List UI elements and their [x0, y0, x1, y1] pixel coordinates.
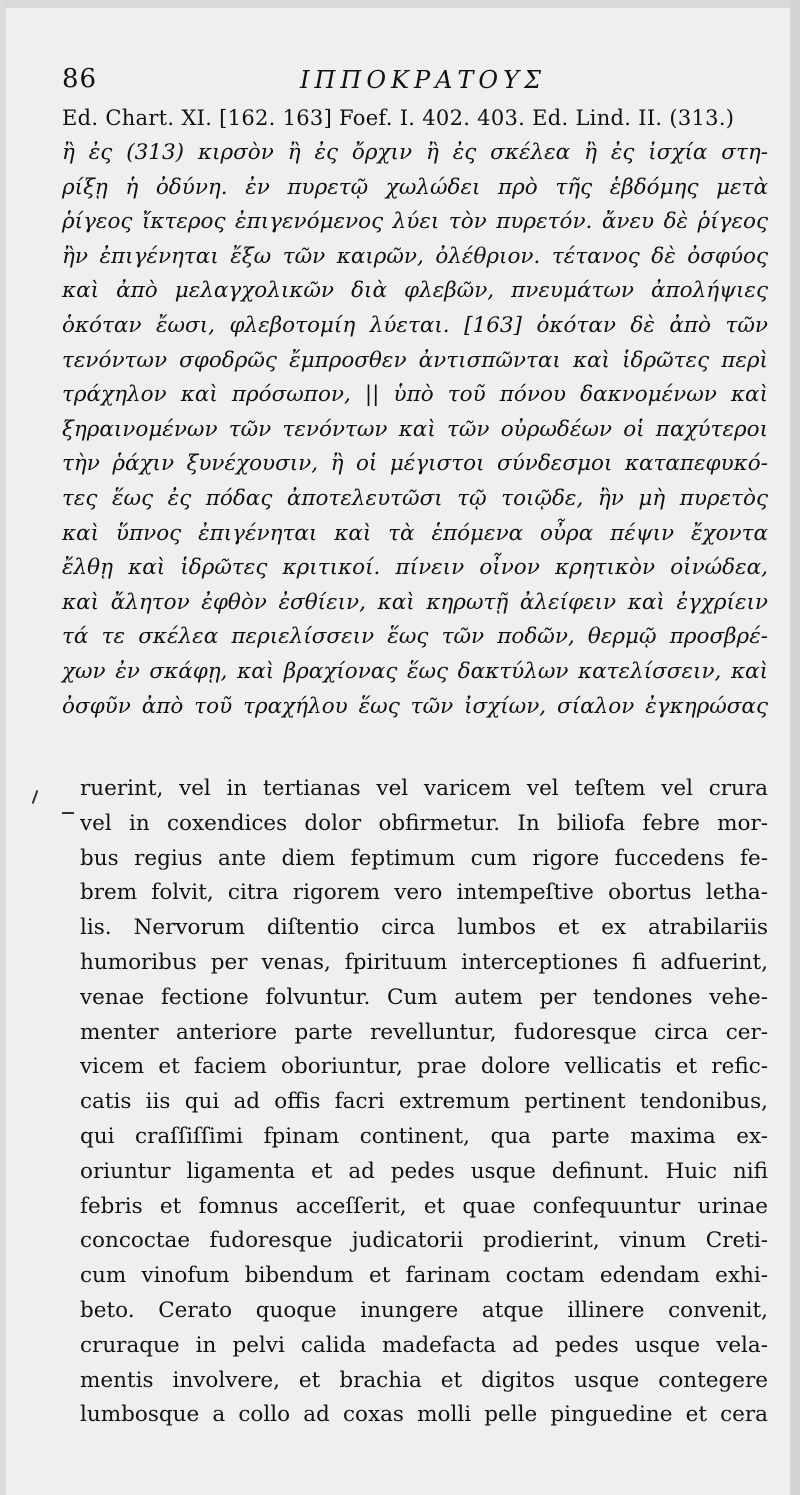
greek-text-line: τες ἕως ἐς πόδας ἀποτελευτῶσι τῷ τοιῷδε, ἢν μὴ πυρετὸς	[62, 485, 768, 511]
greek-text-line: καὶ ἄλητον ἐφθὸν ἐσθίειν, καὶ κηρωτῇ ἀλείφειν καὶ ἐγχρίειν	[62, 589, 768, 615]
greek-text-line: καὶ ὕπνος ἐπιγένηται καὶ τὰ ἑπόμενα οὖρα πέψιν ἔχοντα	[62, 520, 768, 546]
page-top-edge	[0, 0, 800, 8]
greek-text-line: τενόντων σφοδρῶς ἔμπροσθεν ἀντισπῶνται καὶ ἱδρῶτες περὶ	[62, 347, 768, 373]
latin-text-block	[80, 772, 768, 1433]
latin-text-line: mentis involvere, et brachia et digitos usque contegere	[80, 1367, 768, 1393]
margin-mark	[62, 812, 74, 814]
greek-text-line: τὴν ῥάχιν ξυνέχουσιν, ἢ οἱ μέγιστοι σύνδεσμοι καταπεφυκό-	[62, 451, 768, 477]
latin-text-line: catis iis qui ad offis facri extremum pertinent tendonibus,	[80, 1089, 768, 1115]
margin-mark	[32, 790, 39, 804]
edition-reference: Ed. Chart. XI. [162. 163] Foef. I. 402. 403. Ed. Lind. II. (313.)	[62, 106, 735, 130]
greek-text-line: ὁκόταν ἔωσι, φλεβοτομίη λύεται. [163] ὁκόταν δὲ ἀπὸ τῶν	[62, 312, 768, 338]
latin-text-line: lis. Nervorum diſtentio circa lumbos et ex atrabilariis	[80, 915, 768, 941]
latin-text-line: qui craſſiſſimi fpinam continent, qua parte maxima ex-	[80, 1123, 768, 1149]
latin-text-line: ruerint, vel in tertianas vel varicem vel teſtem vel crura	[80, 776, 768, 801]
greek-text-line: χων ἐν σκάφῃ, καὶ βραχίονας ἕως δακτύλων κατελίσσειν, καὶ	[62, 658, 768, 684]
greek-text-line: ρίξῃ ἡ ὀδύνη. ἐν πυρετῷ χωλώδει πρὸ τῆς ἑβδόμης μετὰ	[62, 174, 768, 200]
running-title: ΙΠΠΟΚΡΑΤΟΥΣ	[300, 66, 546, 94]
latin-text-line: lumbosque a collo ad coxas molli pelle pinguedine et cera	[80, 1402, 768, 1428]
latin-text-line: bus regius ante diem feptimum cum rigore fuccedens fe-	[80, 845, 768, 871]
greek-text-line: τράχηλον καὶ πρόσωπον, || ὑπὸ τοῦ πόνου δακνομένων καὶ	[62, 382, 768, 408]
latin-text-line: cruraque in pelvi calida madefacta ad pedes usque vela-	[80, 1332, 768, 1358]
greek-text-line: ἢ ἐς (313) κιρσὸν ἢ ἐς ὄρχιν ἢ ἐς σκέλεα ἢ ἐς ἰσχία στη-	[62, 140, 768, 165]
greek-text-line: ὀσφῦν ἀπὸ τοῦ τραχήλου ἕως τῶν ἰσχίων, σίαλον ἐγκηρώσας	[62, 693, 768, 719]
latin-text-line: venae fectione folvuntur. Cum autem per tendones vehe-	[80, 984, 768, 1010]
page-right-edge	[790, 0, 800, 1495]
greek-text-line: καὶ ἀπὸ μελαγχολικῶν διὰ φλεβῶν, πνευμάτων ἀπολήψιες	[62, 278, 768, 304]
latin-text-line: menter anteriore parte revelluntur, fudoresque circa cer-	[80, 1019, 768, 1045]
latin-text-line: beto. Cerato quoque inungere atque illinere convenit,	[80, 1297, 768, 1323]
greek-text-line: ἢν ἐπιγένηται ἔξω τῶν καιρῶν, ὀλέθριον. τέτανος δὲ ὀσφύος	[62, 243, 768, 269]
latin-text-line: vicem et faciem oboriuntur, prae dolore vellicatis et refic-	[80, 1054, 768, 1080]
latin-text-line: humoribus per venas, fpirituum interceptiones fi adfuerint,	[80, 949, 768, 975]
page-left-edge	[0, 0, 6, 1495]
latin-text-line: cum vinofum bibendum et farinam coctam edendam exhi-	[80, 1263, 768, 1289]
greek-text-line: τά τε σκέλεα περιελίσσειν ἕως τῶν ποδῶν, θερμῷ προσβρέ-	[62, 624, 768, 650]
latin-text-line: vel in coxendices dolor obfirmetur. In biliofa febre mor-	[80, 810, 768, 836]
latin-text-line: febris et fomnus acceſſerit, et quae confequuntur urinae	[80, 1193, 768, 1219]
greek-text-line: ἔλθῃ καὶ ἱδρῶτες κριτικοί. πίνειν οἶνον κρητικὸν οἰνώδεα,	[62, 555, 768, 581]
latin-text-line: brem folvit, citra rigorem vero intempeſtive obortus letha-	[80, 880, 768, 906]
page-number: 86	[62, 64, 98, 94]
greek-text-line: ῥίγεος ἴκτερος ἐπιγενόμενος λύει τὸν πυρετόν. ἄνευ δὲ ῥίγεος	[62, 209, 768, 235]
greek-text-block	[62, 136, 768, 724]
latin-text-line: oriuntur ligamenta et ad pedes usque definunt. Huic nifi	[80, 1158, 768, 1184]
latin-text-line: concoctae fudoresque judicatorii prodierint, vinum Creti-	[80, 1228, 768, 1254]
greek-text-line: ξηραινομένων τῶν τενόντων καὶ τῶν οὐρωδέων οἱ παχύτεροι	[62, 416, 768, 442]
